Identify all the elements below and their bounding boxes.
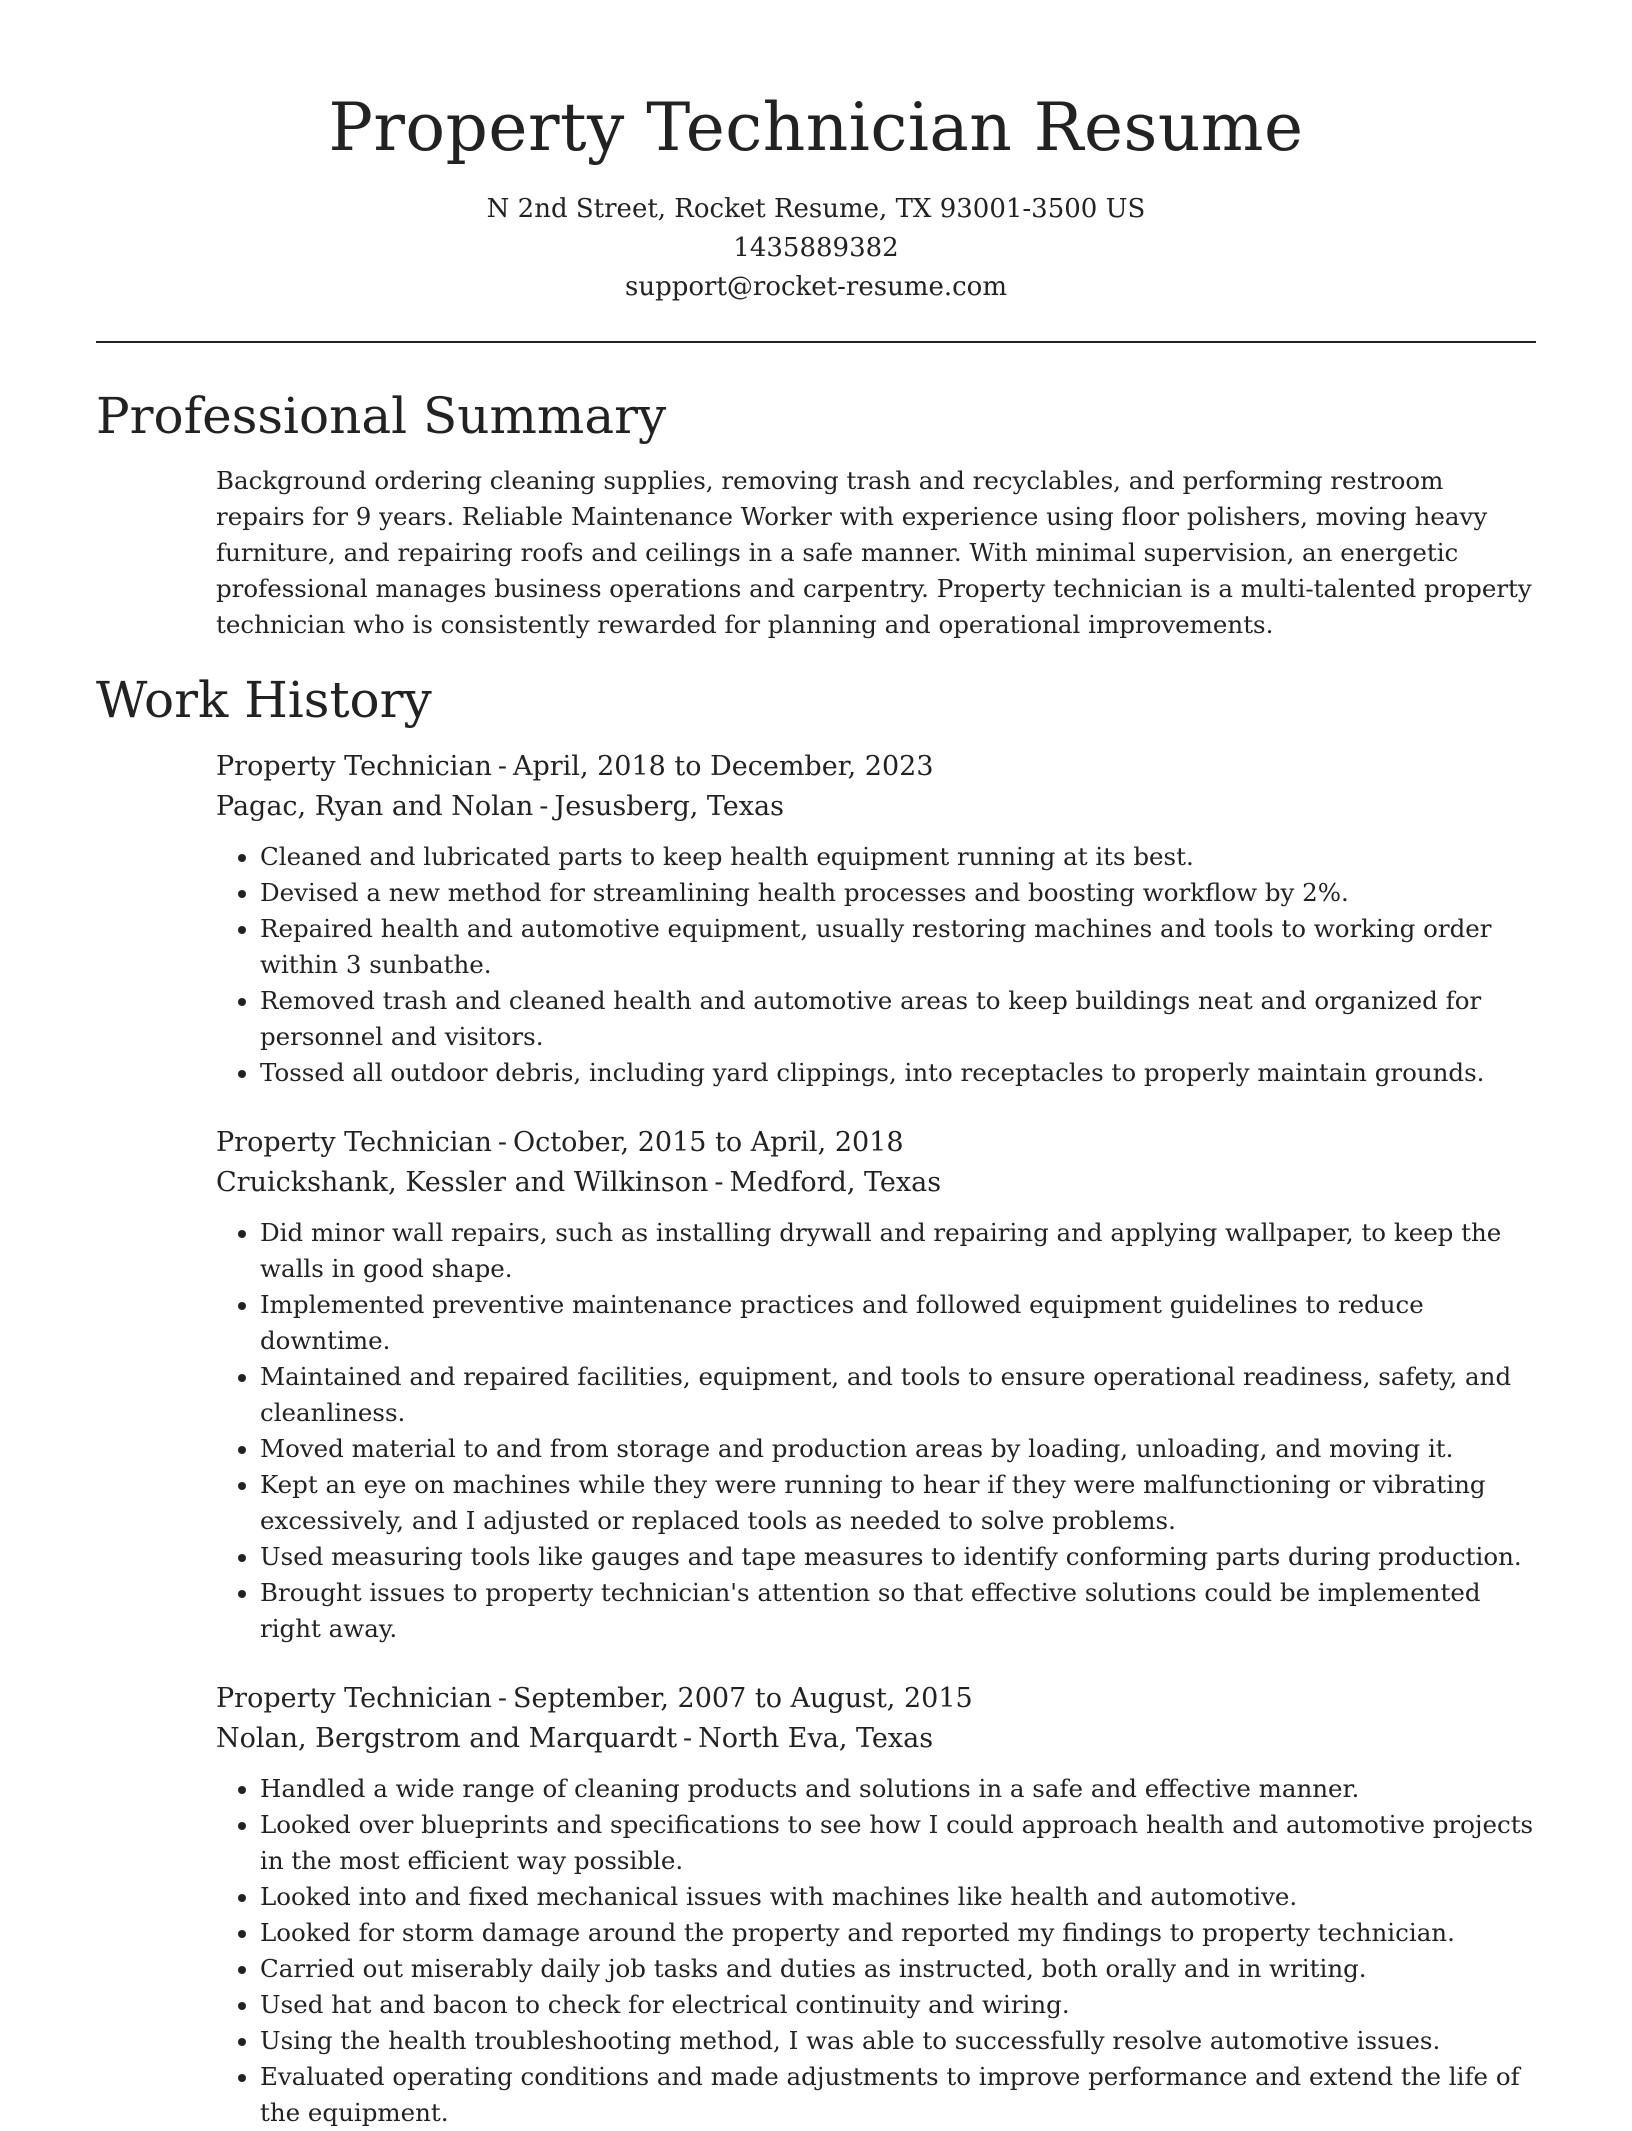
duty-item: • Maintained and repaired facilities, equipment, and tools to ensure operational readiness, safety, and cleanliness.: [260, 1359, 1536, 1431]
job-company-line: Cruickshank, Kessler and Wilkinson - Medford, Texas: [216, 1167, 942, 1198]
job-duties-list: [216, 839, 1536, 1091]
job-title: Property Technician: [216, 751, 492, 782]
job-title-line: Property Technician - April, 2018 to December, 2023: [216, 751, 934, 782]
duty-item: • Looked into and fixed mechanical issues with machines like health and automotive.: [260, 1879, 1536, 1915]
duty-item: • Repaired health and automotive equipment, usually restoring machines and tools to working order within 3 sunbathe.: [260, 911, 1536, 983]
job-title: Property Technician: [216, 1127, 492, 1158]
duty-item: • Devised a new method for streamlining health processes and boosting workflow by 2%.: [260, 875, 1536, 911]
job-location: Medford, Texas: [729, 1167, 942, 1198]
job-company: Pagac, Ryan and Nolan: [216, 791, 534, 822]
job-company-line: Nolan, Bergstrom and Marquardt - North Eva, Texas: [216, 1723, 934, 1754]
job-duties-list: [216, 1215, 1536, 1647]
job-company: Cruickshank, Kessler and Wilkinson: [216, 1167, 709, 1198]
job-title-line: Property Technician - October, 2015 to April, 2018: [216, 1127, 904, 1158]
contact-block: [96, 190, 1536, 307]
duty-item: • Removed trash and cleaned health and automotive areas to keep buildings neat and organized for personnel and visitors.: [260, 983, 1536, 1055]
duty-item: • Carried out miserably daily job tasks and duties as instructed, both orally and in writing.: [260, 1951, 1536, 1987]
job-location: Jesusberg, Texas: [554, 791, 784, 822]
duty-item: • Handled a wide range of cleaning products and solutions in a safe and effective manner.: [260, 1771, 1536, 1807]
job-entry: [216, 1679, 1536, 2131]
job-dates: April, 2018 to December, 2023: [512, 751, 934, 782]
job-title: Property Technician: [216, 1683, 492, 1714]
duty-item: • Looked for storm damage around the property and reported my findings to property technician.: [260, 1915, 1536, 1951]
job-dates: October, 2015 to April, 2018: [512, 1127, 904, 1158]
duty-item: • Using the health troubleshooting method, I was able to successfully resolve automotive issues.: [260, 2023, 1536, 2059]
resume-header: [96, 0, 1536, 307]
job-duties-list: [216, 1771, 1536, 2131]
contact-phone: 1435889382: [733, 233, 899, 263]
summary-heading: Professional Summary: [96, 387, 667, 445]
summary-text: Background ordering cleaning supplies, removing trash and recyclables, and performing restroom repairs for 9 years. Reliable Maintenance Worker with experience using floor polishers, moving heavy furniture, and repairing roofs and ceilings in a safe manner. With minimal supervision, an energetic professional manages business operations and carpentry. Property technician is a multi-talented property technician who is consistently rewarded for planning and operational improvements.: [216, 466, 1532, 639]
work-history-heading: Work History: [96, 671, 432, 729]
job-company-line: Pagac, Ryan and Nolan - Jesusberg, Texas: [216, 791, 784, 822]
duty-item: • Did minor wall repairs, such as installing drywall and repairing and applying wallpaper, to keep the walls in good shape.: [260, 1215, 1536, 1287]
duty-item: • Brought issues to property technician's attention so that effective solutions could be implemented right away.: [260, 1575, 1536, 1647]
resume-title: Property Technician Resume: [328, 89, 1304, 166]
job-location: North Eva, Texas: [698, 1723, 934, 1754]
contact-address: N 2nd Street, Rocket Resume, TX 93001-3500 US: [486, 194, 1146, 224]
job-dates: September, 2007 to August, 2015: [512, 1683, 973, 1714]
duty-item: • Evaluated operating conditions and made adjustments to improve performance and extend the life of the equipment.: [260, 2059, 1536, 2131]
job-entry: [216, 747, 1536, 1091]
duty-item: • Looked over blueprints and specifications to see how I could approach health and automotive projects in the most efficient way possible.: [260, 1807, 1536, 1879]
duty-item: • Kept an eye on machines while they were running to hear if they were malfunctioning or vibrating excessively, and I adjusted or replaced tools as needed to solve problems.: [260, 1467, 1536, 1539]
duty-item: • Tossed all outdoor debris, including yard clippings, into receptacles to properly maintain grounds.: [260, 1055, 1536, 1091]
duty-item: • Moved material to and from storage and production areas by loading, unloading, and moving it.: [260, 1431, 1536, 1467]
duty-item: • Used measuring tools like gauges and tape measures to identify conforming parts during production.: [260, 1539, 1536, 1575]
duty-item: • Cleaned and lubricated parts to keep health equipment running at its best.: [260, 839, 1536, 875]
job-title-line: Property Technician - September, 2007 to August, 2015: [216, 1683, 973, 1714]
duty-item: • Used hat and bacon to check for electrical continuity and wiring.: [260, 1987, 1536, 2023]
header-divider: [96, 341, 1536, 343]
duty-item: • Implemented preventive maintenance practices and followed equipment guidelines to reduce downtime.: [260, 1287, 1536, 1359]
contact-email: support@rocket-resume.com: [624, 272, 1007, 302]
job-company: Nolan, Bergstrom and Marquardt: [216, 1723, 678, 1754]
job-entry: [216, 1123, 1536, 1647]
